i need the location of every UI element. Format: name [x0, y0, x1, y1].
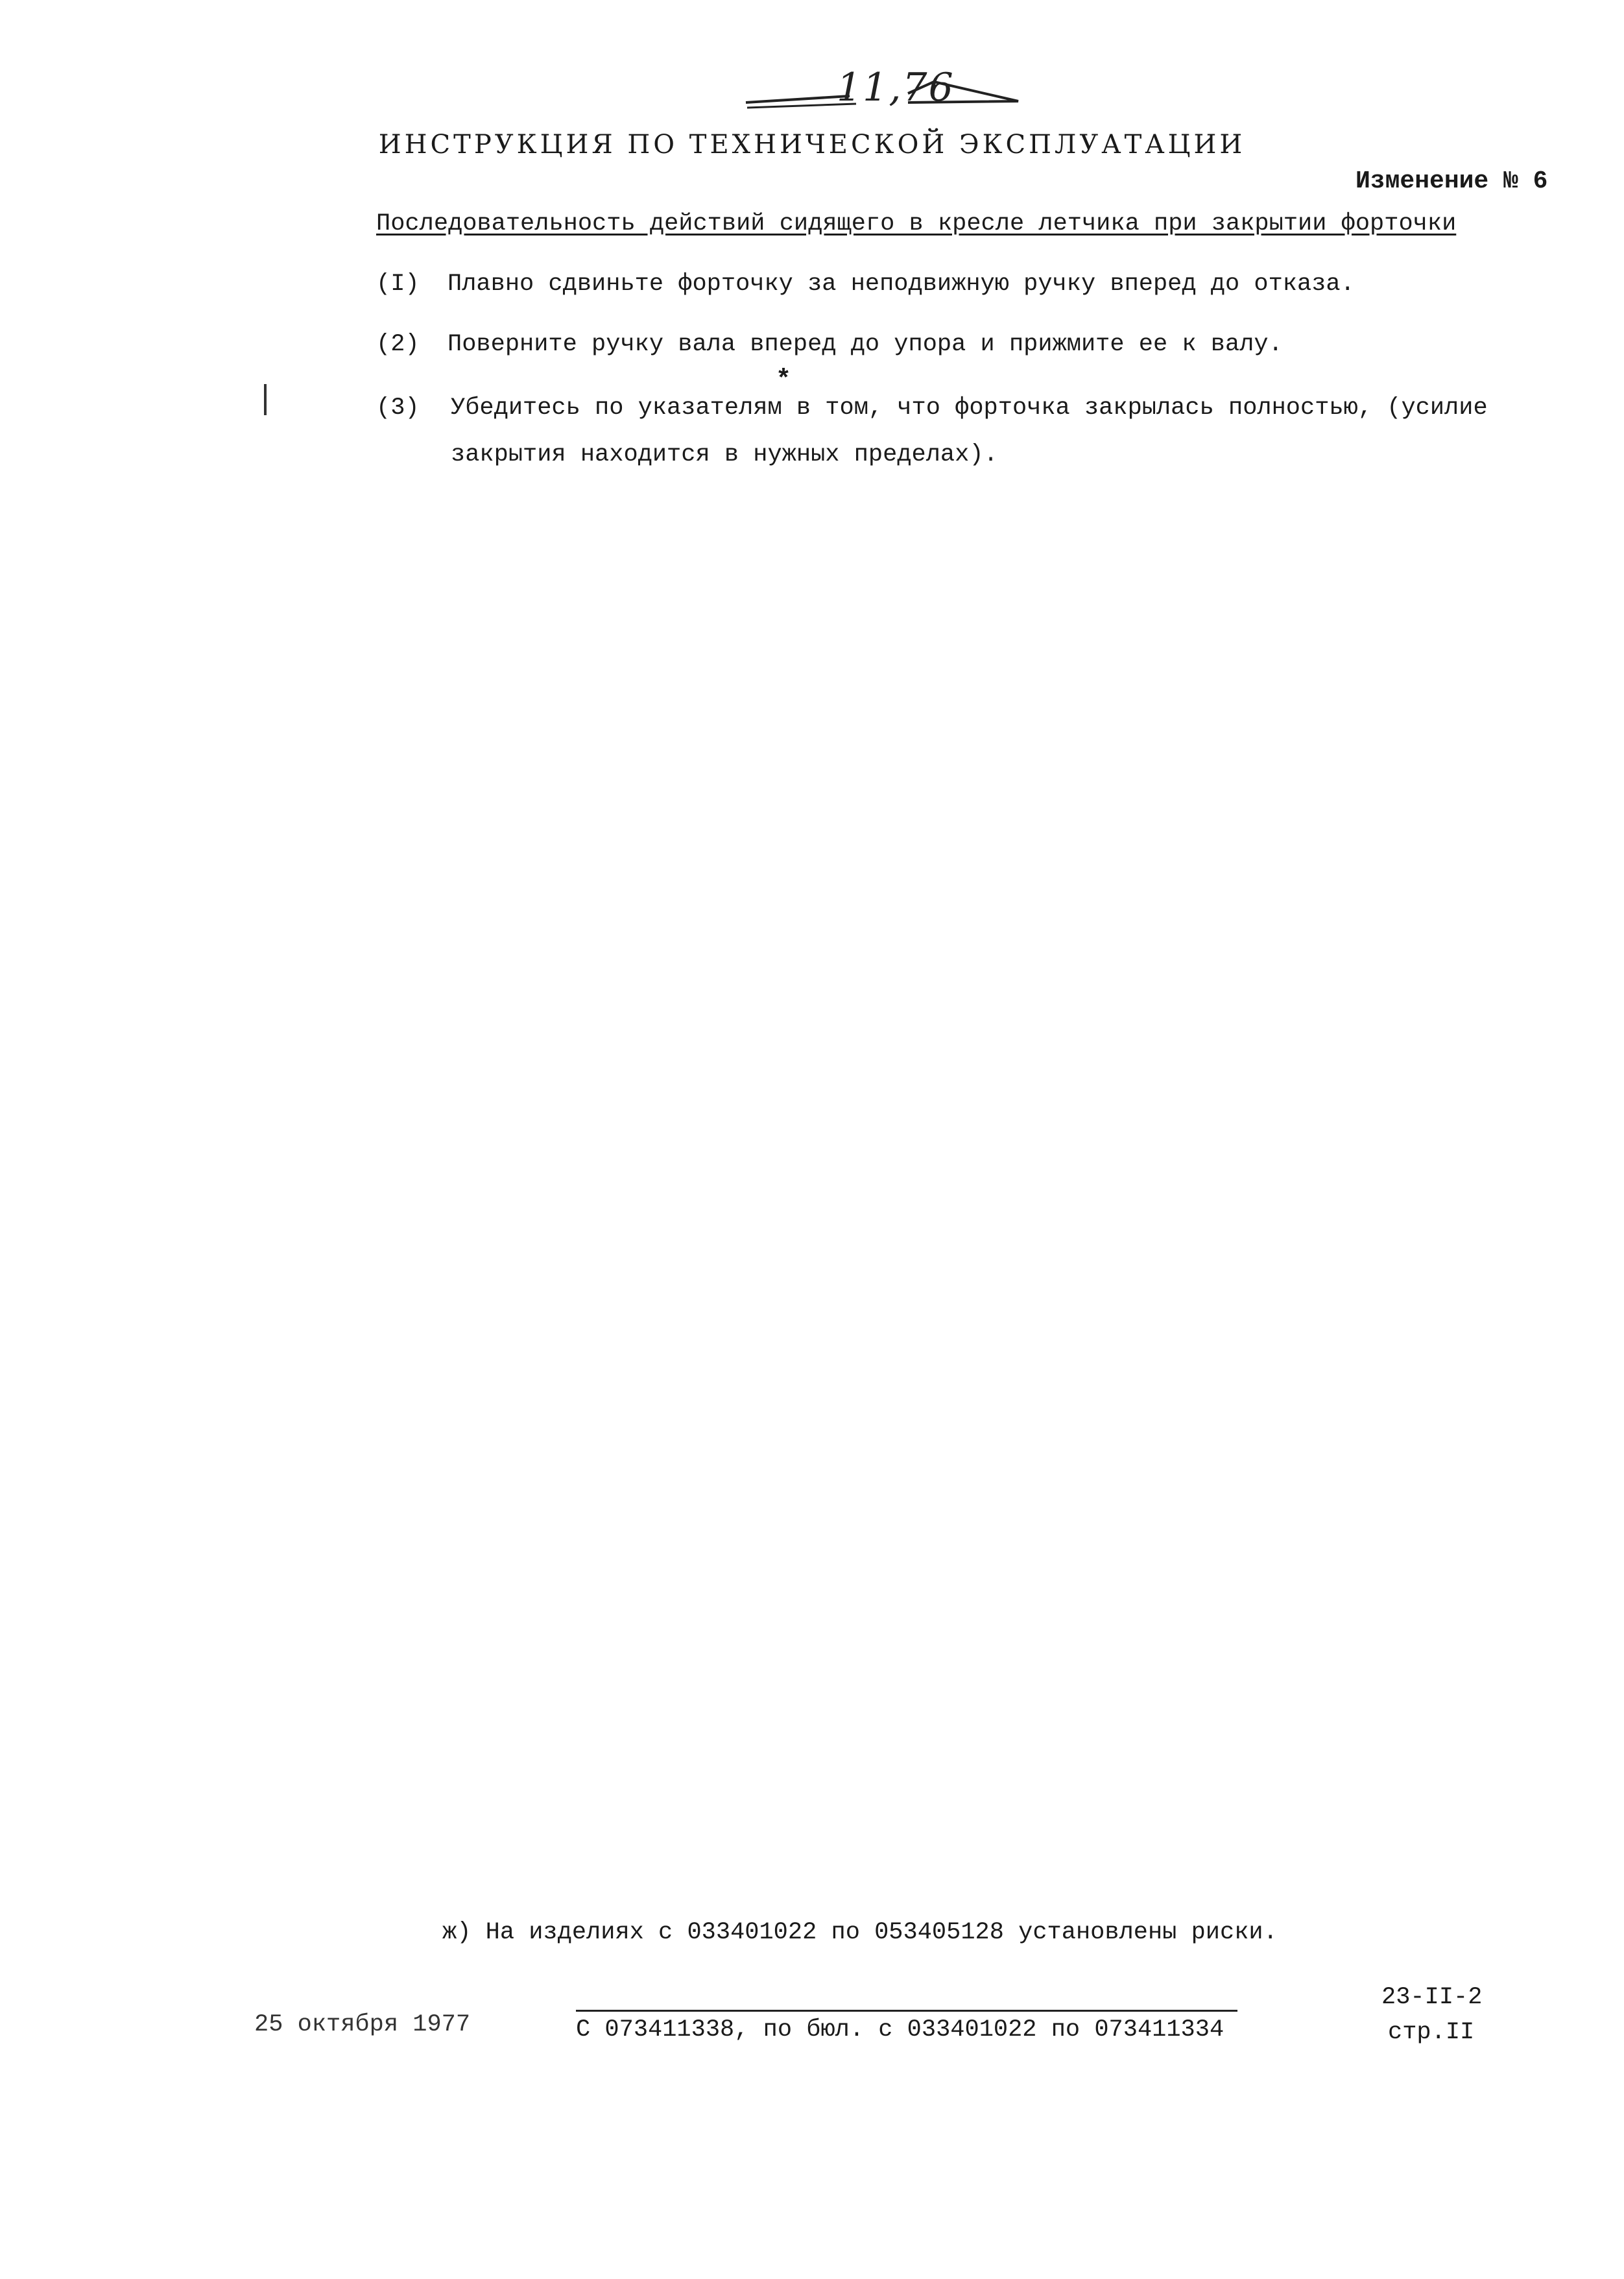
document-code: 23-II-2	[1381, 1984, 1483, 2011]
change-number: Изменение № 6	[1355, 167, 1548, 195]
step-text: Убедитесь по указателям в том, что форточка закрылась полностью, (усилие	[451, 394, 1488, 422]
section-heading: Последовательность действий сидящего в кресле летчика при закрытии форточки	[376, 210, 1457, 237]
margin-mark	[264, 384, 267, 415]
revision-rule	[576, 2010, 1237, 2012]
footnote: ж) На изделиях с 033401022 по 053405128 установлены риски.	[442, 1919, 1278, 1946]
step-number: (I)	[376, 271, 420, 298]
handwritten-mark: 11,76	[837, 65, 955, 110]
date-stamp: 25 октября 1977	[254, 2011, 471, 2038]
page-number: стр.II	[1388, 2019, 1475, 2046]
step-number: (3)	[376, 394, 420, 422]
step-text: Поверните ручку вала вперед до упора и прижмите ее к валу.	[448, 331, 1283, 358]
document-title: ИНСТРУКЦИЯ ПО ТЕХНИЧЕСКОЙ ЭКСПЛУАТАЦИИ	[378, 130, 1246, 160]
footnote-mark: *	[776, 366, 792, 395]
step-text-continuation: закрытия находится в нужных пределах).	[451, 441, 998, 468]
step-text: Плавно сдвиньте форточку за неподвижную ручку вперед до отказа.	[448, 271, 1355, 298]
step-number: (2)	[376, 331, 420, 358]
revision-note: С 073411338, по бюл. с 033401022 по 073411334	[576, 2016, 1224, 2044]
